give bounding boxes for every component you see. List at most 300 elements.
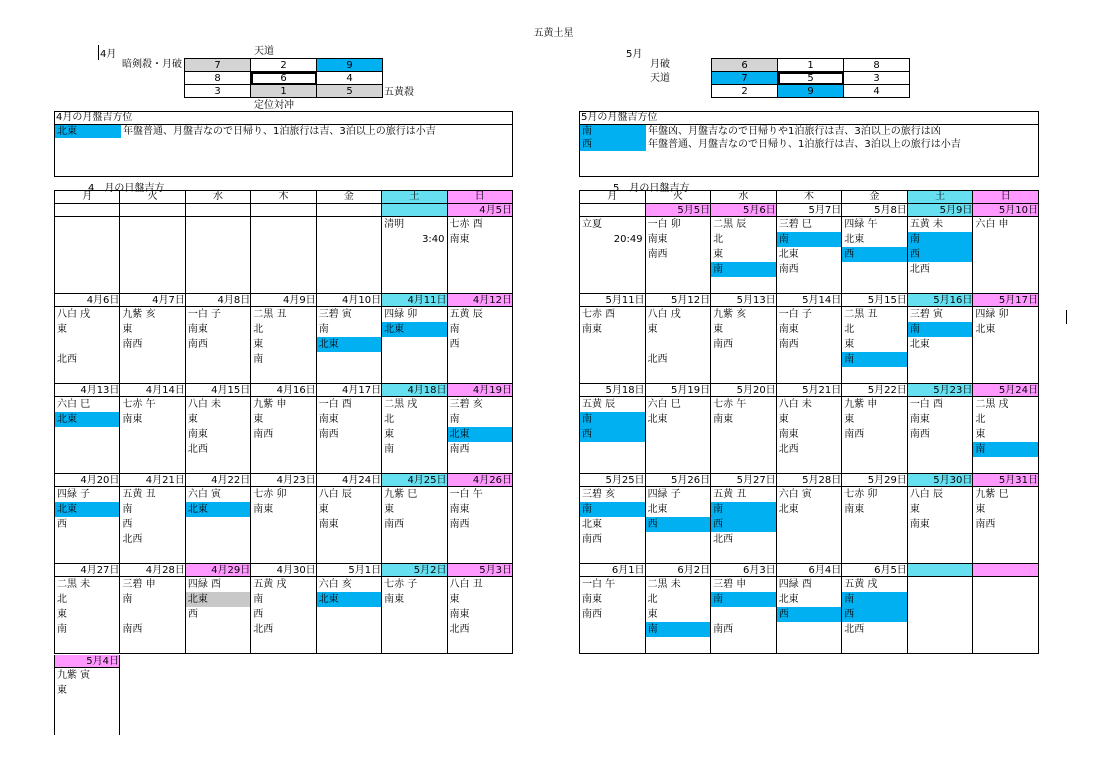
- may-magic-square: [711, 58, 910, 98]
- day-direction: 南東: [122, 414, 143, 425]
- day-star: 一白 午: [582, 579, 616, 590]
- day-direction: 北西: [122, 534, 143, 545]
- day-date: 6月1日: [580, 564, 645, 577]
- day-date: 5月21日: [777, 384, 842, 397]
- day-star: 七赤 午: [122, 399, 156, 410]
- day-date: [120, 204, 184, 217]
- day-direction: 南西: [713, 624, 734, 635]
- may-direction-row: [580, 125, 1038, 138]
- day-star: 二黒 辰: [713, 219, 747, 230]
- calendar-day: [776, 294, 842, 384]
- weekday-header: 水: [711, 191, 777, 204]
- april-top-label: 天道: [254, 46, 274, 57]
- day-direction: 北東: [778, 594, 799, 605]
- day-date: 4月16日: [251, 384, 315, 397]
- calendar-day: [645, 204, 711, 294]
- day-direction: 南: [580, 412, 645, 427]
- april-bottom-label: 定位対冲: [254, 100, 294, 111]
- day-direction: 南西: [582, 609, 602, 620]
- day-date: 4月21日: [120, 474, 184, 487]
- may-direction-header: 5月の月盤吉方位: [580, 112, 1038, 125]
- day-direction: 西: [122, 519, 133, 530]
- day-date: 5月2日: [382, 564, 446, 577]
- day-date: 4月9日: [251, 294, 315, 307]
- day-direction: 東: [318, 504, 329, 515]
- day-star: 五黄 戌: [844, 579, 878, 590]
- day-direction: 南西: [318, 429, 339, 440]
- day-date: 6月3日: [711, 564, 776, 577]
- day-direction: 西: [187, 609, 198, 620]
- day-direction: 南: [122, 504, 133, 515]
- calendar-week: [580, 204, 1039, 294]
- calendar-day: [580, 294, 646, 384]
- day-star: 二黒 丑: [844, 309, 878, 320]
- may-sq-cell: 1: [778, 59, 844, 72]
- calendar-day: [580, 564, 646, 654]
- april-extra-day: [54, 655, 120, 735]
- april-calendar: [54, 190, 513, 654]
- day-star: 五黄 戌: [253, 579, 287, 590]
- day-direction: 北: [57, 594, 67, 605]
- day-direction: [711, 607, 776, 622]
- day-direction: 北東: [448, 427, 512, 442]
- calendar-day: [251, 564, 316, 654]
- day-date: [186, 204, 250, 217]
- calendar-day: [907, 564, 973, 654]
- day-star: 八白 丑: [449, 579, 483, 590]
- day-date: 4月7日: [120, 294, 184, 307]
- day-date: 4月6日: [55, 294, 119, 307]
- day-direction: 南東: [909, 519, 930, 530]
- day-direction: 東: [57, 685, 67, 696]
- calendar-day: [711, 384, 777, 474]
- day-date: 5月4日: [55, 655, 119, 668]
- day-direction: 西: [777, 607, 842, 622]
- day-star: 一白 酉: [909, 399, 943, 410]
- day-star: 八白 未: [778, 399, 812, 410]
- day-date: 4月11日: [382, 294, 446, 307]
- day-date: 4月23日: [251, 474, 315, 487]
- weekday-header: 水: [185, 191, 250, 204]
- day-direction: 南西: [582, 534, 602, 545]
- day-direction: 南東: [778, 324, 799, 335]
- day-star: 一白 子: [778, 309, 812, 320]
- text-cursor: [1066, 310, 1067, 324]
- day-direction: 北東: [975, 324, 996, 335]
- day-direction: 西: [449, 339, 460, 350]
- day-direction: 北西: [187, 444, 208, 455]
- calendar-day: [447, 204, 512, 294]
- day-star: 七赤 卯: [253, 489, 287, 500]
- may-direction-text: 年盤普通、月盤吉なので日帰り、1泊旅行は吉、3泊以上の旅行は小吉: [648, 139, 961, 150]
- may-sq-cell: 2: [712, 85, 778, 98]
- day-date: 6月4日: [777, 564, 842, 577]
- day-direction: [55, 337, 119, 352]
- day-date: 4月17日: [317, 384, 381, 397]
- day-date: [908, 564, 973, 577]
- day-direction: 東: [713, 324, 724, 335]
- day-date: 5月8日: [842, 204, 907, 217]
- calendar-day: [645, 384, 711, 474]
- may-sq-cell: 6: [712, 59, 778, 72]
- day-direction: 東: [975, 504, 986, 515]
- day-direction: 西: [646, 517, 711, 532]
- day-date: 4月10日: [317, 294, 381, 307]
- day-star: 八白 未: [187, 399, 222, 410]
- day-direction: 南東: [909, 414, 930, 425]
- may-sq-cell: 8: [844, 59, 910, 72]
- day-date: 4月25日: [382, 474, 446, 487]
- calendar-day: [382, 204, 447, 294]
- day-star: 三碧 寅: [318, 309, 352, 320]
- april-sq-cell: 1: [251, 85, 317, 98]
- day-date: 5月22日: [842, 384, 907, 397]
- day-star: 六白 寅: [187, 489, 222, 500]
- day-date: 5月13日: [711, 294, 776, 307]
- day-direction: 南: [449, 324, 460, 335]
- day-star: 一白 酉: [318, 399, 352, 410]
- april-direction-text: 年盤普通、月盤吉なので日帰り、1泊旅行は吉、3泊以上の旅行は小吉: [123, 126, 436, 137]
- day-date: 4月12日: [448, 294, 512, 307]
- day-date: 4月26日: [448, 474, 512, 487]
- day-direction: 南西: [647, 249, 668, 260]
- april-direction-name: 北東: [55, 125, 121, 138]
- day-direction: 北: [253, 324, 264, 335]
- day-direction: 南東: [449, 504, 470, 515]
- day-star: 九紫 亥: [122, 309, 156, 320]
- day-direction: 南: [842, 352, 907, 367]
- day-star: 八白 戌: [57, 309, 91, 320]
- day-direction: 北西: [713, 534, 734, 545]
- april-sq-cell: 5: [317, 85, 383, 98]
- day-direction: 東: [778, 414, 789, 425]
- day-direction: 南: [253, 354, 264, 365]
- day-direction: 東: [909, 504, 920, 515]
- calendar-day: [776, 564, 842, 654]
- day-direction: 南東: [253, 504, 274, 515]
- day-date: 4月24日: [317, 474, 381, 487]
- calendar-week: [55, 294, 513, 384]
- day-star: 九紫 申: [253, 399, 287, 410]
- day-star: 九紫 亥: [713, 309, 747, 320]
- day-direction: 東: [57, 324, 67, 335]
- day-direction: 西: [253, 609, 264, 620]
- day-direction: 南: [318, 324, 329, 335]
- day-date: 5月30日: [908, 474, 973, 487]
- calendar-day: [776, 204, 842, 294]
- april-left-label: 暗剣殺・月破: [122, 59, 182, 70]
- day-direction: 北東: [647, 414, 668, 425]
- calendar-week: [55, 384, 513, 474]
- day-date: 5月17日: [973, 294, 1038, 307]
- day-date: [55, 204, 119, 217]
- calendar-day: [316, 474, 381, 564]
- calendar-day: [55, 204, 120, 294]
- day-date: 4月18日: [382, 384, 446, 397]
- day-direction: 東: [57, 609, 67, 620]
- calendar-day: [776, 474, 842, 564]
- day-date: 5月5日: [646, 204, 711, 217]
- day-direction: 南東: [449, 234, 470, 245]
- day-star: 二黒 戌: [975, 399, 1009, 410]
- calendar-day: [776, 384, 842, 474]
- calendar-day: [120, 204, 185, 294]
- may-direction-row: [580, 138, 1038, 151]
- calendar-day: [185, 474, 250, 564]
- day-direction: 北東: [186, 502, 250, 517]
- may-direction-name: 南: [580, 125, 646, 138]
- calendar-day: [842, 294, 908, 384]
- day-date: 5月16日: [908, 294, 973, 307]
- day-date: 4月19日: [448, 384, 512, 397]
- calendar-day: [907, 294, 973, 384]
- calendar-day: [973, 564, 1039, 654]
- day-direction: 東: [187, 414, 198, 425]
- april-sq-center-cell: 6: [251, 72, 317, 85]
- calendar-day: [382, 384, 447, 474]
- day-star: 八白 辰: [909, 489, 943, 500]
- day-direction: 南: [580, 502, 645, 517]
- april-sq-cell: 9: [317, 59, 383, 72]
- weekday-header: 金: [316, 191, 381, 204]
- calendar-day: [842, 474, 908, 564]
- day-date: 5月14日: [777, 294, 842, 307]
- weekday-header: 木: [776, 191, 842, 204]
- day-star: 九紫 寅: [57, 670, 91, 681]
- day-direction: 南: [122, 594, 133, 605]
- day-direction: 北東: [317, 592, 381, 607]
- calendar-week: [55, 564, 513, 654]
- day-direction: 北西: [647, 354, 668, 365]
- day-star: 七赤 酉: [449, 219, 483, 230]
- calendar-week: [580, 384, 1039, 474]
- calendar-week: [55, 474, 513, 564]
- day-star: 九紫 申: [844, 399, 878, 410]
- calendar-day: [447, 384, 512, 474]
- day-direction: 北: [844, 324, 855, 335]
- day-direction: 北: [384, 414, 395, 425]
- day-direction: [120, 607, 184, 622]
- calendar-day: [907, 384, 973, 474]
- day-star: 四緑 酉: [187, 579, 222, 590]
- may-sq-cell: 9: [778, 85, 844, 98]
- day-direction: 南: [57, 624, 67, 635]
- day-star: 一白 卯: [647, 219, 681, 230]
- weekday-header: 火: [120, 191, 185, 204]
- day-date: 5月10日: [973, 204, 1038, 217]
- may-sq-cell: 7: [712, 72, 778, 85]
- day-date: 5月24日: [973, 384, 1038, 397]
- weekday-header: 日: [973, 191, 1039, 204]
- day-direction: 北東: [844, 234, 865, 245]
- day-date: 4月20日: [55, 474, 119, 487]
- day-direction: 立夏: [582, 219, 602, 230]
- day-direction: 南西: [778, 264, 799, 275]
- day-direction: 南東: [778, 429, 799, 440]
- day-direction: 南東: [647, 234, 668, 245]
- day-direction: 東: [647, 324, 658, 335]
- day-direction: 南西: [449, 519, 470, 530]
- day-direction: 南東: [318, 519, 339, 530]
- april-sq-cell: 3: [185, 85, 251, 98]
- calendar-day: [120, 474, 185, 564]
- calendar-day: [842, 384, 908, 474]
- calendar-day: [185, 384, 250, 474]
- calendar-day: [645, 564, 711, 654]
- day-date: 5月28日: [777, 474, 842, 487]
- day-direction: 北西: [449, 624, 470, 635]
- day-star: 六白 巳: [647, 399, 681, 410]
- day-date: 4月14日: [120, 384, 184, 397]
- day-direction: 東: [975, 429, 986, 440]
- calendar-week: [55, 204, 513, 294]
- calendar-week: [580, 564, 1039, 654]
- day-star: 九紫 巳: [384, 489, 418, 500]
- day-direction: 南: [777, 232, 842, 247]
- april-direction-header: 4月の月盤吉方位: [55, 112, 512, 125]
- day-date: 5月23日: [908, 384, 973, 397]
- day-direction: 東: [253, 414, 264, 425]
- may-sq-cell: 3: [844, 72, 910, 85]
- day-direction: 南西: [122, 624, 143, 635]
- day-direction: 西: [908, 247, 973, 262]
- day-direction: 南西: [844, 429, 865, 440]
- day-date: 4月28日: [120, 564, 184, 577]
- day-direction: 北東: [382, 322, 446, 337]
- day-direction: 南西: [449, 444, 470, 455]
- day-direction: 南東: [713, 414, 734, 425]
- day-date: 4月8日: [186, 294, 250, 307]
- calendar-day: [251, 384, 316, 474]
- day-star: 七赤 酉: [582, 309, 616, 320]
- day-star: 五黄 未: [909, 219, 943, 230]
- calendar-day: [842, 564, 908, 654]
- day-date: 5月20日: [711, 384, 776, 397]
- day-date: 5月19日: [646, 384, 711, 397]
- document-title: 五黄土星: [533, 28, 574, 39]
- weekday-header: 土: [907, 191, 973, 204]
- weekday-header: 土: [382, 191, 447, 204]
- day-direction: 東: [384, 429, 395, 440]
- day-date: 5月25日: [580, 474, 645, 487]
- day-direction: 南: [908, 232, 973, 247]
- april-direction-box: [54, 111, 513, 177]
- day-direction: 南東: [318, 414, 339, 425]
- day-date: 5月3日: [448, 564, 512, 577]
- weekday-header: 日: [447, 191, 512, 204]
- calendar-day: [447, 474, 512, 564]
- calendar-day: [711, 564, 777, 654]
- day-direction: 南: [384, 444, 395, 455]
- calendar-day: [316, 204, 381, 294]
- day-direction: 南西: [187, 339, 208, 350]
- may-direction-box: [579, 111, 1039, 177]
- day-direction: 北東: [778, 504, 799, 515]
- day-direction: 東: [844, 339, 855, 350]
- day-direction: 西: [57, 519, 67, 530]
- day-star: 六白 申: [975, 219, 1009, 230]
- day-star: 六白 亥: [318, 579, 352, 590]
- day-date: 5月18日: [580, 384, 645, 397]
- day-date: 5月11日: [580, 294, 645, 307]
- day-star: 三碧 亥: [582, 489, 616, 500]
- calendar-day: [120, 294, 185, 384]
- day-star: 一白 午: [449, 489, 483, 500]
- may-direction-name: 西: [580, 138, 646, 151]
- day-date: 5月1日: [317, 564, 381, 577]
- day-direction: 南: [973, 442, 1038, 457]
- april-sq-cell: 4: [317, 72, 383, 85]
- day-star: 三碧 亥: [449, 399, 483, 410]
- day-direction: 西: [711, 517, 776, 532]
- day-direction: 東: [253, 339, 264, 350]
- day-date: [973, 564, 1038, 577]
- calendar-day: [973, 294, 1039, 384]
- may-label-2: 天道: [650, 73, 670, 84]
- calendar-day: [316, 564, 381, 654]
- day-direction: 南: [253, 594, 264, 605]
- may-direction-text: 年盤凶、月盤吉なので日帰りや1泊旅行は吉、3泊以上の旅行は凶: [648, 126, 941, 137]
- day-direction: 東: [647, 609, 658, 620]
- calendar-day: [55, 294, 120, 384]
- day-date: 4月22日: [186, 474, 250, 487]
- day-star: 二黒 戌: [384, 399, 418, 410]
- day-date: 5月29日: [842, 474, 907, 487]
- calendar-day: [55, 564, 120, 654]
- day-direction: 西: [842, 247, 907, 262]
- day-direction: 南東: [449, 609, 470, 620]
- day-direction: 南: [646, 622, 711, 637]
- day-star: 四緑 子: [57, 489, 91, 500]
- calendar-day: [580, 204, 646, 294]
- may-calendar: [579, 190, 1039, 654]
- day-direction: 南: [711, 502, 776, 517]
- calendar-day: [55, 384, 120, 474]
- day-direction: 東: [449, 594, 460, 605]
- calendar-day: [447, 294, 512, 384]
- day-date: 4月27日: [55, 564, 119, 577]
- day-date: 5月12日: [646, 294, 711, 307]
- day-direction: 北: [975, 414, 986, 425]
- april-magic-square: [184, 58, 383, 98]
- calendar-day: [120, 384, 185, 474]
- calendar-day: [973, 384, 1039, 474]
- day-direction: 東: [122, 324, 133, 335]
- day-direction: 北西: [253, 624, 274, 635]
- weekday-header: 木: [251, 191, 316, 204]
- day-date: 5月15日: [842, 294, 907, 307]
- calendar-day: [973, 474, 1039, 564]
- april-calendar-title: 4 月の日盤吉方: [88, 183, 165, 194]
- day-direction: 北西: [57, 354, 77, 365]
- day-direction: 3:40: [422, 234, 445, 245]
- day-star: 五黄 辰: [449, 309, 483, 320]
- day-direction: 南東: [384, 594, 405, 605]
- april-sq-cell: 7: [185, 59, 251, 72]
- calendar-day: [55, 474, 120, 564]
- day-direction: 北東: [582, 519, 602, 530]
- calendar-day: [907, 474, 973, 564]
- day-direction: 北東: [317, 337, 381, 352]
- day-date: 4月30日: [251, 564, 315, 577]
- day-direction: 南西: [778, 339, 799, 350]
- day-direction: 南東: [187, 324, 208, 335]
- day-direction: 北: [713, 234, 724, 245]
- calendar-day: [316, 384, 381, 474]
- calendar-week: [580, 474, 1039, 564]
- april-right-label: 五黄殺: [384, 87, 414, 98]
- day-star: 四緑 卯: [975, 309, 1009, 320]
